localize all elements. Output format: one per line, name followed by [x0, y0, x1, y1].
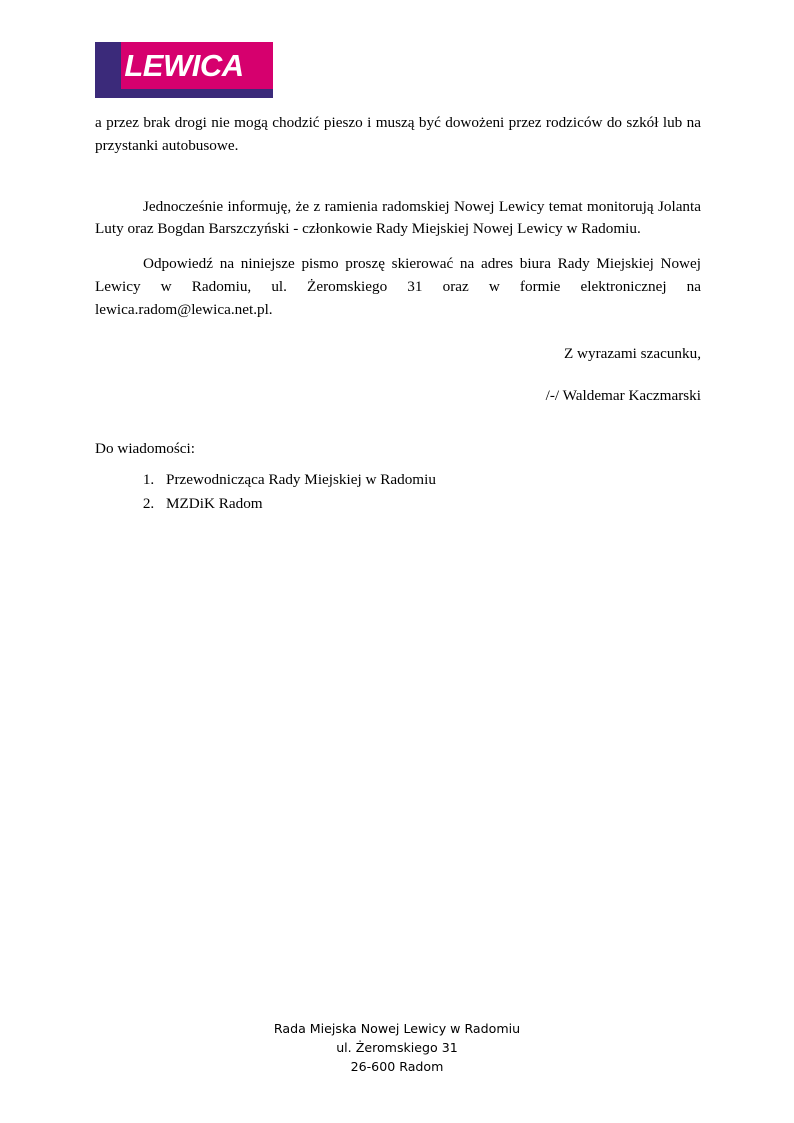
paragraph-spacer-2 — [95, 241, 701, 253]
signature-block — [95, 342, 701, 407]
list-item: 2. MZDiK Radom — [158, 492, 436, 516]
list-item: 1. Przewodnicząca Rady Miejskiej w Radomiu — [158, 468, 436, 492]
footer-line-1: Rada Miejska Nowej Lewicy w Radomiu — [273, 1021, 521, 1036]
closing-line: Z wyrazami szacunku, — [563, 345, 701, 362]
cc-list — [128, 468, 436, 515]
paragraph-continued: a przez brak drogi nie mogą chodzić pieszo i muszą być dowożeni przez rodziców do szkół lub na przystanki autobusowe. — [95, 114, 701, 154]
letter-body — [95, 112, 701, 322]
footer-line-2: ul. Żeromskiego 31 — [336, 1039, 458, 1055]
paragraph-monitoring: Jednocześnie informuję, że z ramienia radomskiej Nowej Lewicy temat monitorują Jolanta Luty oraz Bogdan Barszczyński - członkowie Rady Miejskiej Nowej Lewicy w Radomiu. — [95, 197, 701, 238]
page-footer — [0, 1020, 794, 1077]
cc-title: Do wiadomości: — [95, 440, 195, 457]
lewica-logo — [95, 42, 273, 98]
logo-text: LEWICA — [124, 48, 244, 83]
signature-name: /-/ Waldemar Kaczmarski — [545, 386, 701, 404]
paragraph-spacer — [95, 158, 701, 196]
paragraph-reply: Odpowiedź na niniejsze pismo proszę skierować na adres biura Rady Miejskiej Nowej Lewicy w Radomiu, ul. Żeromskiego 31 oraz w formie elektronicznej na lewica.radom@lewica.net.pl. — [95, 255, 701, 318]
footer-line-3: 26-600 Radom — [350, 1058, 444, 1074]
logo-bottom-bar — [95, 89, 273, 98]
